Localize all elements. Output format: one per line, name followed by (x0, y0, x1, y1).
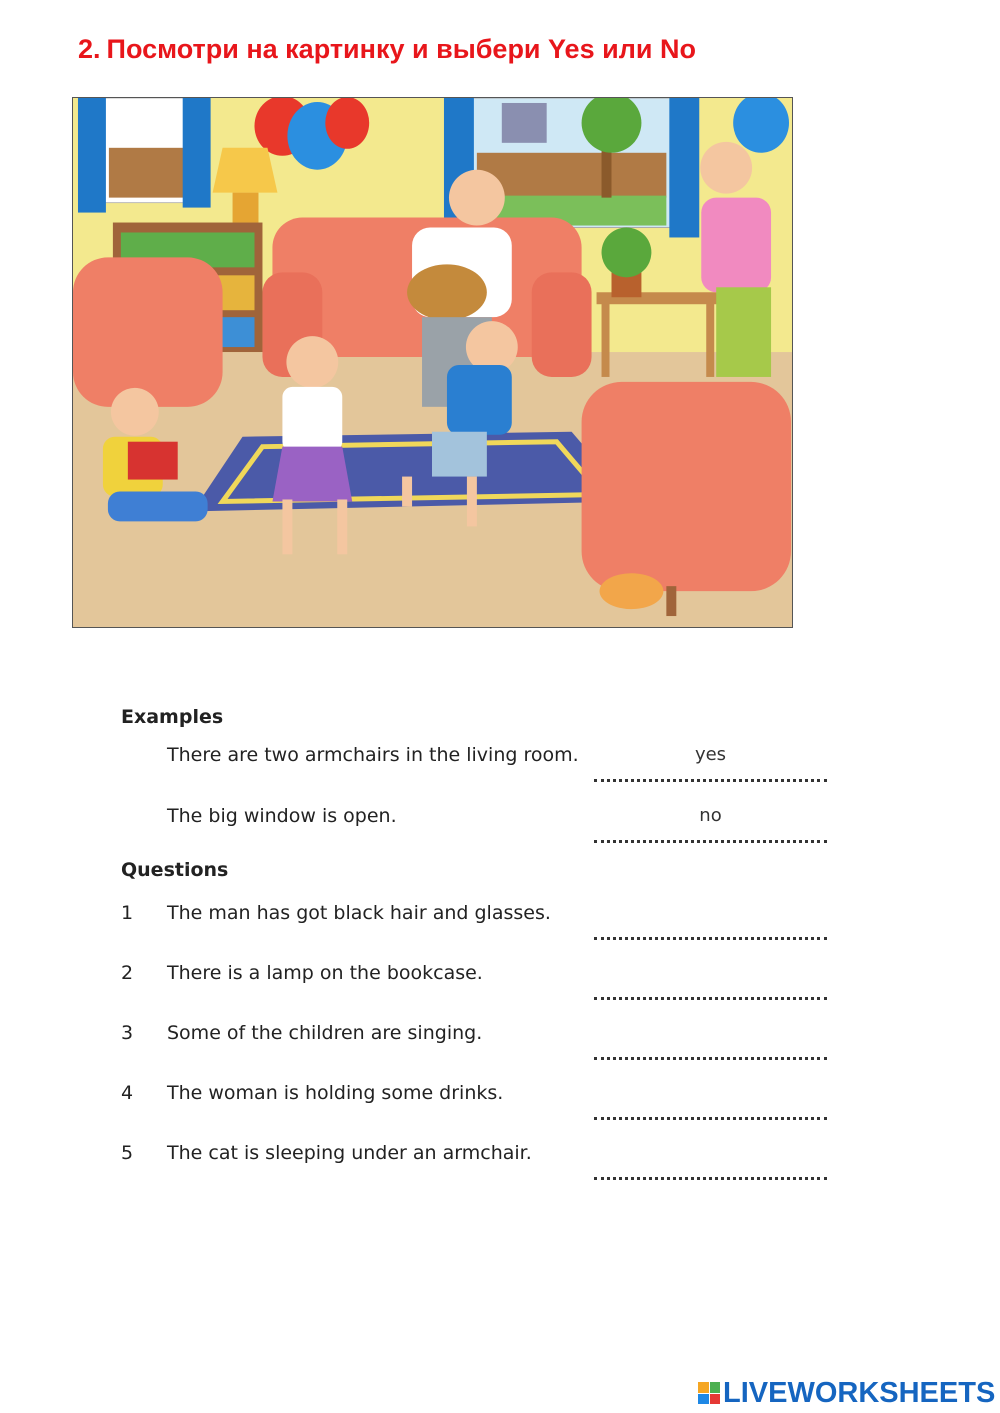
examples-heading: Examples (121, 706, 224, 728)
logo-square (698, 1382, 709, 1393)
question-text: The woman is holding some drinks. (167, 1082, 504, 1104)
answer-input[interactable] (594, 1096, 831, 1119)
example-answer: yes (694, 744, 727, 765)
task-number: 2. (78, 34, 101, 64)
question-number: 4 (121, 1082, 134, 1104)
example-answer: no (699, 805, 722, 826)
question-text: Some of the children are singing. (167, 1022, 483, 1044)
answer-field[interactable] (594, 1036, 827, 1060)
answer-input[interactable] (594, 1036, 831, 1059)
answer-field[interactable] (594, 1096, 827, 1120)
question-row (121, 902, 841, 942)
task-title (78, 34, 696, 65)
logo-square (710, 1394, 721, 1405)
question-row (121, 1142, 841, 1182)
logo-square (698, 1394, 709, 1405)
logo-square (710, 1382, 721, 1393)
question-number: 1 (121, 902, 134, 924)
task-instruction: Посмотри на картинку и выбери Yes или No (106, 34, 696, 64)
question-number: 5 (121, 1142, 134, 1164)
answer-input[interactable] (594, 916, 831, 939)
example-row (121, 744, 841, 784)
questions-heading: Questions (121, 859, 229, 881)
example-row (121, 805, 841, 845)
example-text: The big window is open. (167, 805, 397, 827)
example-answer-line (594, 744, 827, 782)
answer-field[interactable] (594, 916, 827, 940)
question-row (121, 962, 841, 1002)
example-text: There are two armchairs in the living room. (167, 744, 579, 766)
liveworksheets-logo-icon (698, 1382, 720, 1404)
answer-input[interactable] (594, 976, 831, 999)
question-row (121, 1022, 841, 1062)
living-room-illustration (72, 97, 793, 628)
question-number: 2 (121, 962, 134, 984)
question-text: The cat is sleeping under an armchair. (167, 1142, 532, 1164)
liveworksheets-brand[interactable] (698, 1378, 995, 1408)
question-text: There is a lamp on the bookcase. (167, 962, 483, 984)
brand-name: LIVEWORKSHEETS (723, 1376, 996, 1409)
question-row (121, 1082, 841, 1122)
answer-input[interactable] (594, 1156, 831, 1179)
answer-field[interactable] (594, 976, 827, 1000)
answer-field[interactable] (594, 1156, 827, 1180)
example-answer-line (594, 805, 827, 843)
question-number: 3 (121, 1022, 134, 1044)
question-text: The man has got black hair and glasses. (167, 902, 551, 924)
